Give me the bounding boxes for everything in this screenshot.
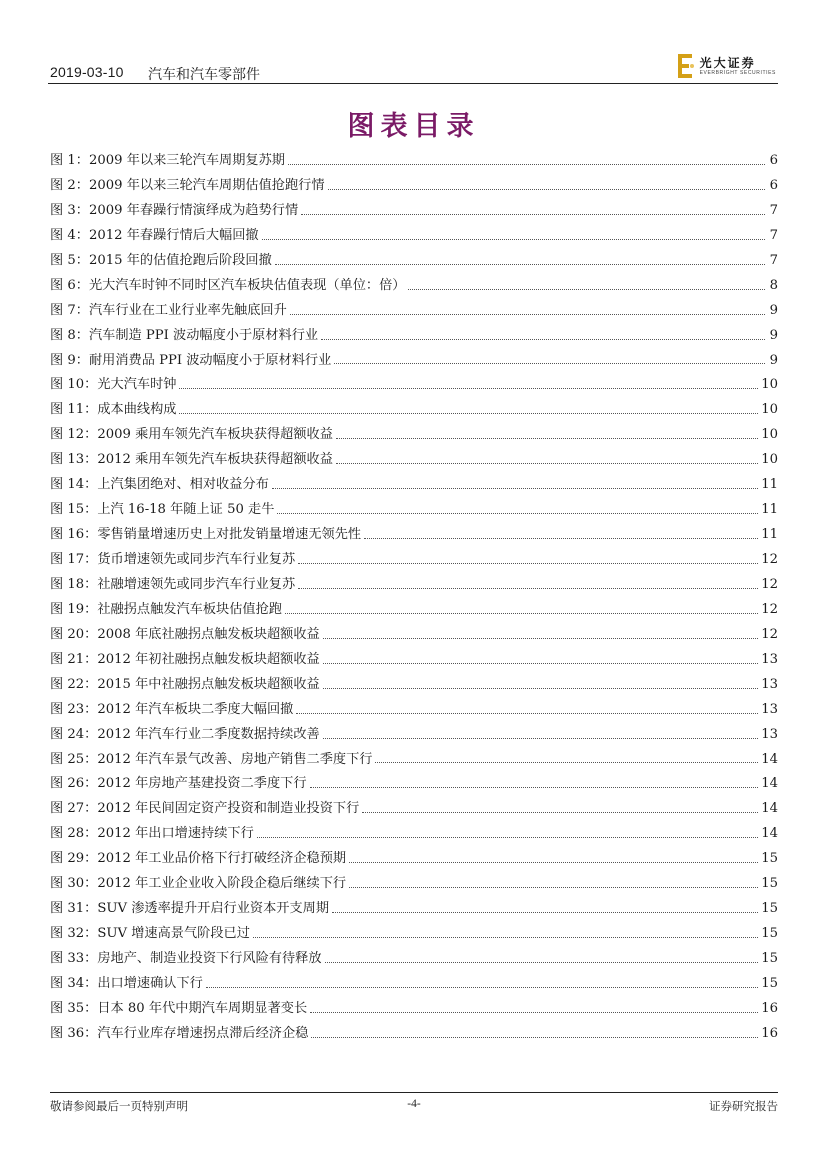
toc-entry-label: 图 11：成本曲线构成 (50, 402, 177, 418)
toc-entry-label: 图 9：耐用消费品 PPI 波动幅度小于原材料行业 (50, 352, 332, 368)
toc-entry-label: 图 5：2015 年的估值抢跑后阶段回撤 (50, 252, 272, 268)
footer-divider (50, 1092, 778, 1093)
header-divider (48, 83, 778, 84)
toc-dot-leader (349, 861, 758, 863)
toc-dot-leader (301, 213, 765, 215)
toc-entry[interactable] (50, 972, 778, 997)
toc-entry-label: 图 15：上汽 16-18 年随上证 50 走牛 (50, 502, 275, 518)
toc-entry-page: 10 (761, 452, 778, 468)
report-type: 证券研究报告 (709, 1099, 778, 1113)
toc-dot-leader (272, 487, 758, 489)
toc-entry-label: 图 18：社融增速领先或同步汽车行业复苏 (50, 576, 296, 592)
toc-entry-label: 图 25：2012 年汽车景气改善、房地产销售二季度下行 (50, 751, 373, 767)
toc-entry-page: 13 (761, 701, 778, 717)
toc-entry-page: 12 (761, 601, 778, 617)
toc-entry-label: 图 12：2009 乘用车领先汽车板块获得超额收益 (50, 427, 333, 443)
toc-entry[interactable] (50, 623, 778, 648)
toc-dot-leader (362, 811, 758, 813)
toc-entry[interactable] (50, 598, 778, 623)
toc-entry-label: 图 27：2012 年民间固定资产投资和制造业投资下行 (50, 801, 360, 817)
toc-dot-leader (311, 1036, 758, 1038)
toc-entry[interactable] (50, 723, 778, 748)
toc-dot-leader (296, 712, 758, 714)
toc-dot-leader (310, 1011, 758, 1013)
toc-entry-page: 6 (769, 177, 778, 193)
toc-entry-page: 7 (769, 227, 778, 243)
toc-entry-page: 16 (761, 1000, 778, 1016)
toc-entry-page: 12 (761, 552, 778, 567)
toc-entry[interactable] (50, 698, 778, 723)
toc-entry-label: 图 1：2009 年以来三轮汽车周期复苏期 (50, 153, 285, 168)
toc-dot-leader (328, 188, 765, 190)
toc-entry-label: 图 16：零售销量增速历史上对批发销量增速无领先性 (50, 527, 362, 543)
toc-entry-label: 图 8：汽车制造 PPI 波动幅度小于原材料行业 (50, 327, 319, 343)
toc-entry-page: 9 (769, 352, 778, 368)
toc-dot-leader (206, 986, 758, 988)
toc-entry-page: 15 (761, 926, 778, 942)
toc-entry[interactable] (50, 249, 778, 274)
toc-entry[interactable] (50, 797, 778, 822)
toc-entry-page: 11 (761, 527, 778, 543)
toc-entry[interactable] (50, 847, 778, 872)
toc-dot-leader (277, 512, 758, 514)
toc-entry[interactable] (50, 373, 778, 398)
toc-entry-page: 9 (769, 302, 778, 318)
brand-name-en: EVERBRIGHT SECURITIES (699, 69, 776, 76)
toc-entry[interactable] (50, 897, 778, 922)
toc-entry-page: 6 (769, 153, 778, 168)
toc-entry-page: 12 (761, 576, 778, 592)
toc-entry-page: 15 (761, 951, 778, 966)
toc-entry-page: 15 (761, 851, 778, 867)
toc-entry[interactable] (50, 648, 778, 673)
toc-entry[interactable] (50, 772, 778, 797)
toc-dot-leader (275, 263, 765, 265)
toc-entry-page: 11 (761, 502, 778, 518)
toc-dot-leader (336, 437, 758, 439)
toc-entry-label: 图 17：货币增速领先或同步汽车行业复苏 (50, 552, 296, 567)
toc-entry-page: 10 (761, 402, 778, 418)
toc-dot-leader (298, 587, 758, 589)
toc-entry-label: 图 36：汽车行业库存增速拐点滞后经济企稳 (50, 1025, 309, 1041)
toc-entry[interactable] (50, 922, 778, 947)
toc-entry-label: 图 21：2012 年初社融拐点触发板块超额收益 (50, 651, 320, 667)
toc-entry-label: 图 6：光大汽车时钟不同时区汽车板块估值表现（单位：倍） (50, 277, 406, 293)
toc-entry[interactable] (50, 324, 778, 349)
toc-entry[interactable] (50, 822, 778, 847)
toc-dot-leader (364, 537, 758, 539)
toc-dot-leader (290, 313, 765, 315)
toc-entry[interactable] (50, 872, 778, 897)
toc-entry[interactable] (50, 473, 778, 498)
toc-dot-leader (288, 163, 765, 165)
toc-dot-leader (323, 687, 758, 689)
toc-entry[interactable] (50, 548, 778, 573)
toc-dot-leader (323, 737, 758, 739)
toc-entry-page: 11 (761, 477, 778, 493)
toc-entry-page: 15 (761, 876, 778, 892)
toc-entry-label: 图 13：2012 乘用车领先汽车板块获得超额收益 (50, 452, 333, 468)
toc-entry-page: 14 (761, 801, 778, 817)
toc-entry[interactable] (50, 174, 778, 199)
toc-entry-label: 图 10：光大汽车时钟 (50, 377, 177, 393)
toc-dot-leader (323, 662, 758, 664)
toc-dot-leader (179, 412, 758, 414)
toc-entry[interactable] (50, 573, 778, 598)
toc-dot-leader (310, 786, 759, 788)
toc-dot-leader (375, 761, 758, 763)
toc-dot-leader (179, 387, 758, 389)
brand-logo-icon (676, 53, 696, 79)
toc-entry-label: 图 3：2009 年春躁行情演绎成为趋势行情 (50, 202, 299, 218)
toc-entry-label: 图 24：2012 年汽车行业二季度数据持续改善 (50, 726, 320, 742)
toc-entry-page: 16 (761, 1025, 778, 1041)
brand-name-cn: 光大证券 (699, 55, 756, 70)
report-date: 2019-03-10 (50, 64, 124, 80)
page-header (48, 50, 778, 84)
toc-entry-label: 图 33：房地产、制造业投资下行风险有待释放 (50, 951, 322, 966)
toc-entry[interactable] (50, 1022, 778, 1047)
toc-entry-page: 7 (769, 252, 778, 268)
toc-entry-label: 图 26：2012 年房地产基建投资二季度下行 (50, 776, 307, 792)
toc-entry-page: 12 (761, 626, 778, 642)
toc-entry[interactable] (50, 224, 778, 249)
toc-entry[interactable] (50, 299, 778, 324)
toc-dot-leader (298, 562, 758, 564)
toc-dot-leader (323, 637, 758, 639)
toc-entry[interactable] (50, 748, 778, 773)
toc-entry-page: 7 (769, 202, 778, 218)
toc-entry[interactable] (50, 149, 778, 174)
toc-entry[interactable] (50, 523, 778, 548)
toc-entry[interactable] (50, 199, 778, 224)
toc-entry-label: 图 22：2015 年中社融拐点触发板块超额收益 (50, 676, 320, 692)
toc-entry-label: 图 30：2012 年工业企业收入阶段企稳后继续下行 (50, 876, 347, 892)
page-title: 图表目录 (347, 111, 480, 142)
toc-entry[interactable] (50, 349, 778, 374)
toc-entry-label: 图 29：2012 年工业品价格下行打破经济企稳预期 (50, 851, 347, 867)
toc-entry[interactable] (50, 423, 778, 448)
page-footer (50, 1092, 778, 1122)
toc-entry-page: 10 (761, 377, 778, 393)
toc-entry-page: 15 (761, 975, 778, 991)
toc-entry-label: 图 2：2009 年以来三轮汽车周期估值抢跑行情 (50, 177, 325, 193)
toc-entry-label: 图 32：SUV 增速高景气阶段已过 (50, 926, 250, 942)
toc-dot-leader (349, 886, 758, 888)
toc-entry-page: 14 (761, 751, 778, 767)
toc-entry-label: 图 34：出口增速确认下行 (50, 975, 203, 991)
toc-dot-leader (334, 362, 765, 364)
toc-dot-leader (262, 238, 765, 240)
toc-dot-leader (336, 462, 758, 464)
toc-entry-page: 13 (761, 651, 778, 667)
toc-entry-page: 13 (761, 676, 778, 692)
toc-entry[interactable] (50, 673, 778, 698)
toc-entry[interactable] (50, 498, 778, 523)
brand-logo (676, 52, 776, 80)
toc-dot-leader (257, 836, 758, 838)
toc-dot-leader (325, 961, 759, 963)
toc-entry[interactable] (50, 997, 778, 1022)
toc-entry-label: 图 23：2012 年汽车板块二季度大幅回撤 (50, 701, 294, 717)
toc-entry-page: 15 (761, 901, 778, 917)
toc-dot-leader (332, 911, 758, 913)
toc-entry[interactable] (50, 448, 778, 473)
toc-entry-label: 图 35：日本 80 年代中期汽车周期显著变长 (50, 1000, 308, 1016)
toc-entry-label: 图 14：上汽集团绝对、相对收益分布 (50, 477, 269, 493)
page-number: -4- (407, 1098, 421, 1110)
toc-entry[interactable] (50, 947, 778, 972)
toc-dot-leader (285, 612, 758, 614)
toc-dot-leader (408, 288, 765, 290)
toc-entry-page: 9 (769, 327, 778, 343)
toc-entry[interactable] (50, 398, 778, 423)
toc-entry-page: 8 (769, 277, 778, 293)
figure-index-list (50, 149, 778, 1047)
report-sector: 汽车和汽车零部件 (148, 67, 260, 83)
toc-entry-label: 图 28：2012 年出口增速持续下行 (50, 826, 254, 842)
toc-entry-label: 图 7：汽车行业在工业行业率先触底回升 (50, 302, 287, 318)
toc-entry-label: 图 20：2008 年底社融拐点触发板块超额收益 (50, 626, 320, 642)
toc-entry-label: 图 31：SUV 渗透率提升开启行业资本开支周期 (50, 901, 330, 917)
toc-dot-leader (321, 338, 765, 340)
toc-entry[interactable] (50, 274, 778, 299)
toc-entry-label: 图 19：社融拐点触发汽车板块估值抢跑 (50, 601, 282, 617)
toc-entry-page: 10 (761, 427, 778, 443)
toc-entry-page: 13 (761, 726, 778, 742)
toc-dot-leader (253, 936, 758, 938)
toc-entry-label: 图 4：2012 年春躁行情后大幅回撤 (50, 227, 259, 243)
toc-entry-page: 14 (761, 776, 778, 792)
toc-entry-page: 14 (761, 826, 778, 842)
disclaimer-note: 敬请参阅最后一页特别声明 (50, 1099, 188, 1113)
